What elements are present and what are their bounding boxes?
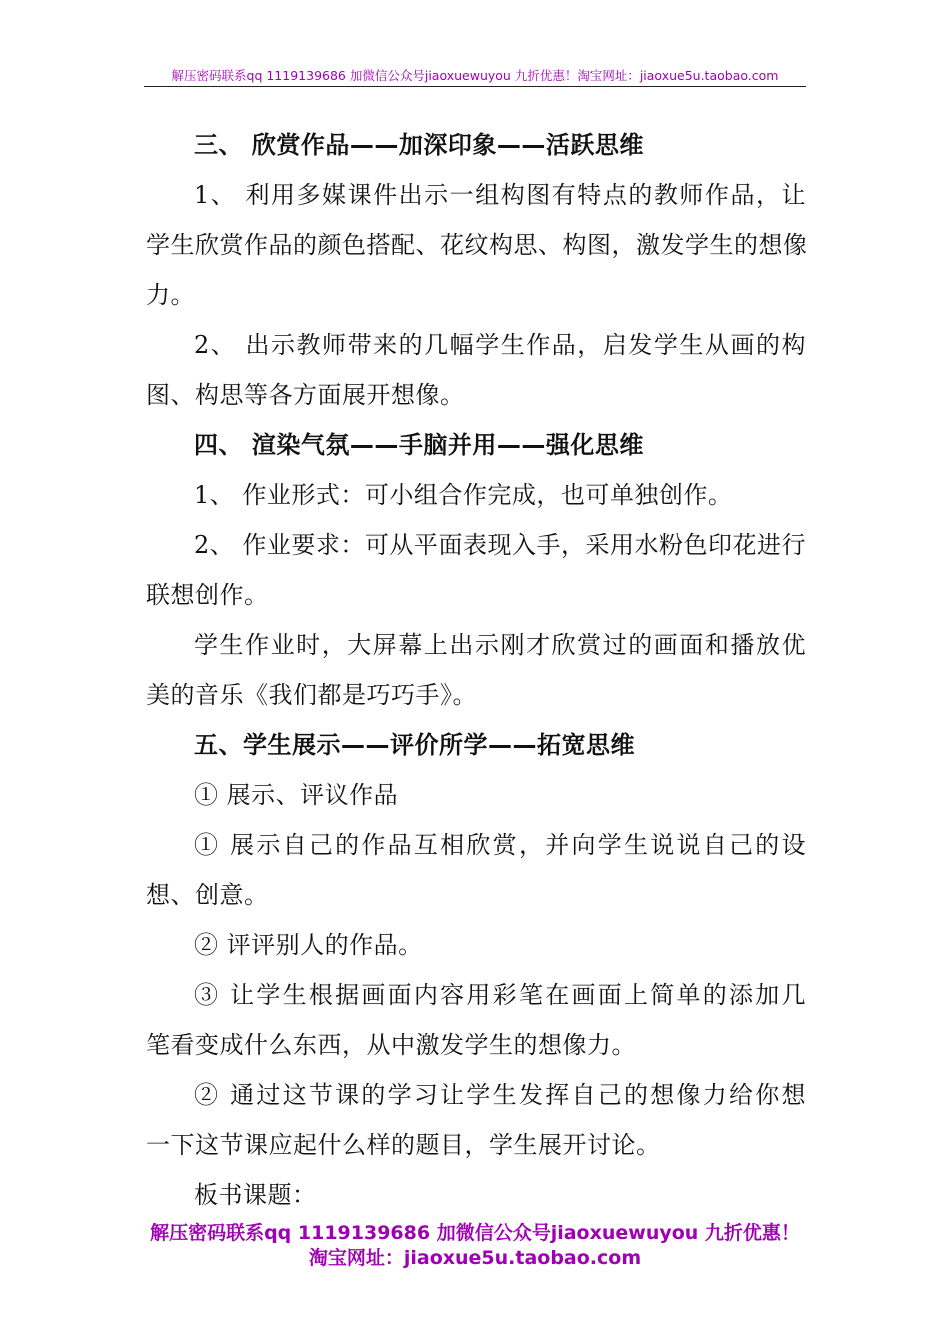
paragraph-line: 一下这节课应起什么样的题目，学生展开讨论。 [146, 1131, 661, 1159]
paragraph-line: 2、 出示教师带来的几幅学生作品，启发学生从画的构 [194, 331, 806, 359]
paragraph-line: 学生欣赏作品的颜色搭配、花纹构思、构图，激发学生的想像 [146, 231, 808, 259]
paragraph-line: 笔看变成什么东西，从中激发学生的想像力。 [146, 1031, 636, 1059]
section-5-heading: 五、学生展示——评价所学——拓宽思维 [194, 731, 635, 759]
paragraph-line: 美的音乐《我们都是巧巧手》。 [146, 681, 477, 709]
header-divider [144, 86, 806, 87]
list-item: ① 展示自己的作品互相欣赏，并向学生说说自己的设 [194, 831, 806, 859]
list-item: ② 通过这节课的学习让学生发挥自己的想像力给你想 [194, 1081, 806, 1109]
paragraph-line: 想、创意。 [146, 881, 269, 909]
paragraph-line: 2、 作业要求：可从平面表现入手，采用水粉色印花进行 [194, 531, 806, 559]
list-item: ② 评评别人的作品。 [194, 931, 423, 959]
footer-watermark-line-2: 淘宝网址：jiaoxue5u.taobao.com [308, 1247, 642, 1269]
paragraph-line: 1、 利用多媒课件出示一组构图有特点的教师作品，让 [194, 181, 806, 209]
section-3-heading: 三、 欣赏作品——加深印象——活跃思维 [194, 131, 644, 159]
paragraph-line: 学生作业时，大屏幕上出示刚才欣赏过的画面和播放优 [194, 631, 806, 659]
list-item: ① 展示、评议作品 [194, 781, 399, 809]
paragraph-line: 1、 作业形式：可小组合作完成，也可单独创作。 [194, 481, 733, 509]
paragraph-line: 联想创作。 [146, 581, 269, 609]
page-header: 解压密码联系qq 1119139686 加微信公众号jiaoxuewuyou 九折优惠！淘宝网址：jiaoxue5u.taobao.com [171, 68, 779, 83]
list-item: ③ 让学生根据画面内容用彩笔在画面上简单的添加几 [194, 981, 806, 1009]
paragraph-line: 力。 [146, 281, 195, 309]
board-title: 板书课题： [194, 1181, 317, 1209]
paragraph-line: 图、构思等各方面展开想像。 [146, 381, 465, 409]
section-4-heading: 四、 渲染气氛——手脑并用——强化思维 [194, 431, 644, 459]
footer-watermark-line-1: 解压密码联系qq 1119139686 加微信公众号jiaoxuewuyou 九折优惠！ [150, 1222, 800, 1244]
